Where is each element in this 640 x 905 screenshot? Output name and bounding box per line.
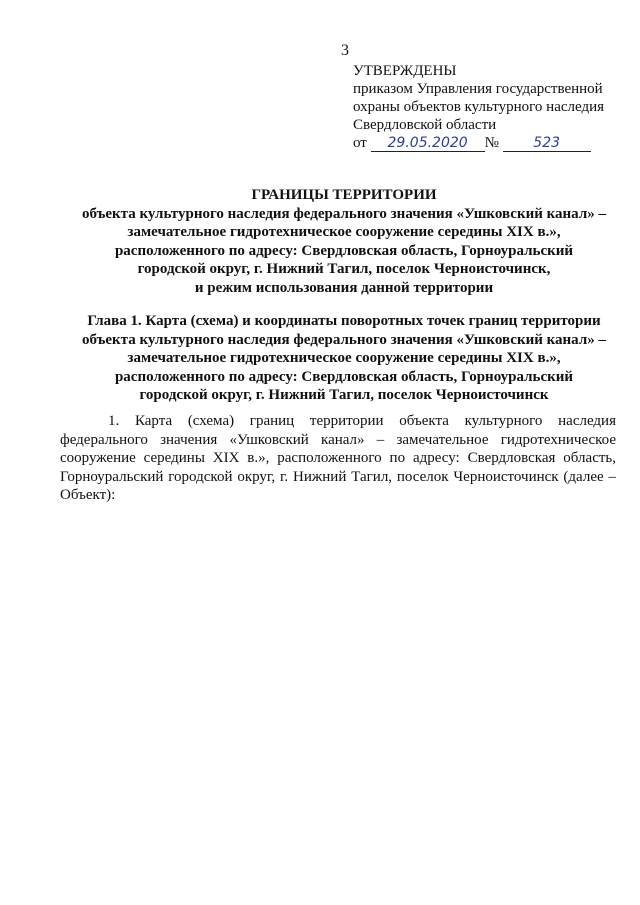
approval-block <box>353 62 633 152</box>
title-line: городской округ, г. Нижний Тагил, поселок Черноисточинск, <box>137 261 551 277</box>
title-line: и режим использования данной территории <box>194 279 494 296</box>
chapter-line: расположенного по адресу: Свердловская область, Горноуральский <box>114 368 574 385</box>
date-prefix: от <box>353 135 367 151</box>
approval-line: приказом Управления государственной <box>353 81 603 97</box>
body-paragraph: 1. Карта (схема) границ территории объекта культурного наследия федерального значения «Ушковский канал» – замечательное гидротехническое сооружение середины XIX в.», расположенного по адресу: Свердловская область, Горноуральский городской округ, г. Нижний Тагил, поселок Черноисточинск (далее – Объект): <box>60 413 616 503</box>
chapter-line: городской округ, г. Нижний Тагил, поселок Черноисточинск <box>139 387 549 403</box>
chapter-line: замечательное гидротехническое сооружение середины XIX в.», <box>127 350 561 366</box>
approval-line: охраны объектов культурного наследия <box>353 99 605 115</box>
title-heading: ГРАНИЦЫ ТЕРРИТОРИИ <box>251 187 437 203</box>
approval-date-line <box>353 134 633 152</box>
approval-heading: УТВЕРЖДЕНЫ <box>353 63 457 79</box>
page-number: 3 <box>341 42 349 59</box>
chapter-heading <box>60 312 628 405</box>
handwritten-date: 29.05.2020 <box>371 135 485 152</box>
number-prefix: № <box>484 135 499 151</box>
title-line: замечательное гидротехническое сооружение середины XIX в.», <box>127 224 561 240</box>
approval-line: Свердловской области <box>353 117 497 133</box>
chapter-line: объекта культурного наследия федерального значения «Ушковский канал» – <box>82 331 606 348</box>
chapter-line: Глава 1. Карта (схема) и координаты поворотных точек границ территории <box>87 313 601 329</box>
title-line: расположенного по адресу: Свердловская область, Горноуральский <box>114 242 574 259</box>
document-title <box>60 186 628 297</box>
title-line: объекта культурного наследия федерального значения «Ушковский канал» – <box>82 205 606 222</box>
handwritten-number: 523 <box>503 135 591 152</box>
